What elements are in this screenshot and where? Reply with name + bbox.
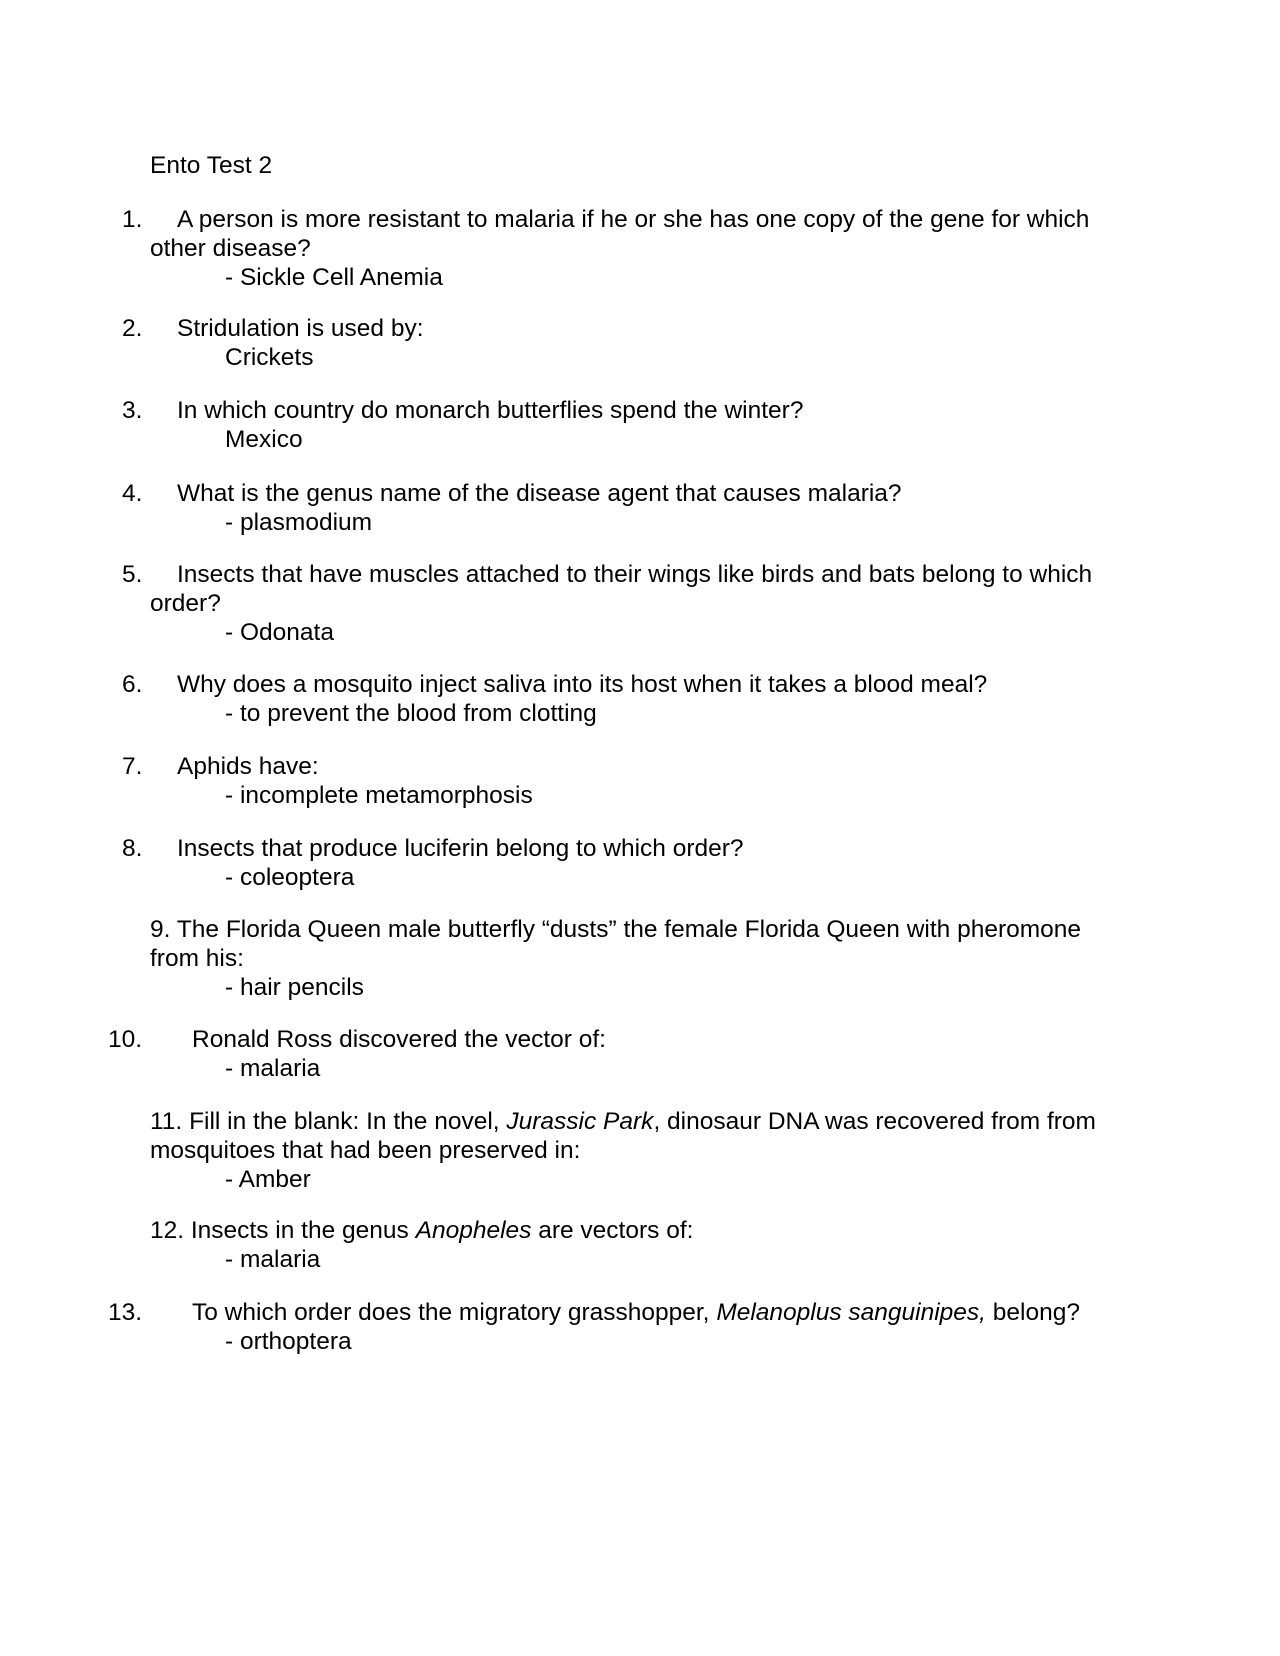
answer-text: - malaria <box>225 1246 321 1273</box>
question-text: Stridulation is used by: <box>177 315 424 342</box>
question-text: 9. The Florida Queen male butterfly “dusts” the female Florida Queen with pheromone from his: <box>150 916 1082 972</box>
question-number: 6. <box>122 671 143 698</box>
question-number: 3. <box>122 397 143 424</box>
question-text: Aphids have: <box>177 753 319 780</box>
document-title: Ento Test 2 <box>150 152 273 179</box>
question-13 <box>0 1298 1081 1356</box>
answer-text: - orthoptera <box>225 1328 352 1355</box>
italic-species: Melanoplus sanguinipes, <box>716 1299 986 1326</box>
question-text: What is the genus name of the disease agent that causes malaria? <box>177 480 902 507</box>
question-text: Ronald Ross discovered the vector of: <box>192 1026 606 1053</box>
answer-text: - hair pencils <box>225 974 364 1001</box>
answer-text: - Sickle Cell Anemia <box>225 264 443 291</box>
italic-genus: Anopheles <box>415 1217 532 1244</box>
question-number: 13. <box>108 1299 143 1326</box>
answer-text: Mexico <box>225 426 303 453</box>
question-number: 12. <box>150 1217 185 1244</box>
question-2 <box>0 314 980 372</box>
question-text: Why does a mosquito inject saliva into its host when it takes a blood meal? <box>177 671 988 698</box>
question-4 <box>0 479 980 537</box>
question-number: 11. <box>150 1108 183 1135</box>
question-text: Insects that produce luciferin belong to which order? <box>177 835 744 862</box>
answer-text: - coleoptera <box>225 864 355 891</box>
question-number: 1. <box>122 206 143 233</box>
answer-text: Crickets <box>225 344 314 371</box>
question-11 <box>0 1107 1096 1194</box>
question-text: 11. Fill in the blank: In the novel, Jurassic Park, dinosaur DNA was recovered from from mosquitoes that had been preserved in: <box>150 1108 1096 1164</box>
answer-text: - Amber <box>225 1166 311 1193</box>
question-9 <box>0 915 1082 1002</box>
question-number: 7. <box>122 753 143 780</box>
question-text: 12. Insects in the genus Anopheles are vectors of: <box>150 1217 694 1244</box>
question-text: A person is more resistant to malaria if he or she has one copy of the gene for which other disease? <box>150 206 1090 262</box>
question-number: 2. <box>122 315 143 342</box>
question-7 <box>0 752 980 810</box>
answer-text: - incomplete metamorphosis <box>225 782 533 809</box>
question-1 <box>0 205 1090 292</box>
question-12 <box>0 1216 980 1274</box>
question-8 <box>0 834 980 892</box>
question-number: 5. <box>122 561 143 588</box>
question-10 <box>0 1025 980 1083</box>
question-number: 8. <box>122 835 143 862</box>
italic-title: Jurassic Park <box>506 1108 654 1135</box>
question-number: 9. <box>150 916 171 943</box>
question-text: In which country do monarch butterflies spend the winter? <box>177 397 804 424</box>
question-5 <box>0 560 1093 647</box>
answer-text: - Odonata <box>225 619 334 646</box>
question-text: Insects that have muscles attached to their wings like birds and bats belong to which order? <box>150 561 1093 617</box>
question-text: To which order does the migratory grasshopper, Melanoplus sanguinipes, belong? <box>192 1299 1081 1326</box>
question-number: 10. <box>108 1026 143 1053</box>
answer-text: - malaria <box>225 1055 321 1082</box>
question-number: 4. <box>122 480 143 507</box>
question-6 <box>0 670 988 728</box>
answer-text: - to prevent the blood from clotting <box>225 700 597 727</box>
question-3 <box>0 396 980 454</box>
answer-text: - plasmodium <box>225 509 373 536</box>
